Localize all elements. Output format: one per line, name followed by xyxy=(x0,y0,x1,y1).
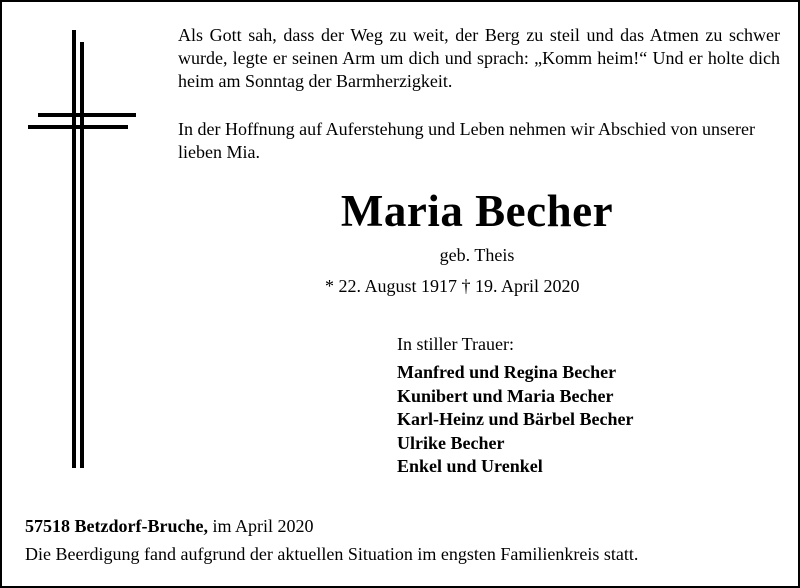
place: 57518 Betzdorf-Bruche, xyxy=(25,516,208,536)
bible-verse xyxy=(178,24,780,93)
mourner-item: Manfred und Regina Becher xyxy=(397,362,617,382)
mourner-item: Ulrike Becher xyxy=(397,432,505,453)
verse-text: Als Gott sah, dass der Weg zu weit, der Berg zu steil und das Atmen zu schwer wurde, legte er seinen Arm um dich und sprach: „Komm heim!“ Und er holte dich heim am Sonntag der Barmherzigkeit. xyxy=(178,25,780,91)
mourner-item: Kunibert und Maria Becher xyxy=(397,385,614,406)
mourner-item: Enkel und Urenkel xyxy=(397,456,543,476)
farewell-text xyxy=(178,118,780,164)
notice-date: im April 2020 xyxy=(212,516,314,536)
mourners-list xyxy=(397,361,633,479)
maiden-name: geb. Theis xyxy=(439,245,515,265)
place-date-line xyxy=(25,515,313,537)
cross-icon xyxy=(2,2,152,482)
deceased-name: Maria Becher xyxy=(340,186,614,236)
mourner-item: Karl-Heinz und Bärbel Becher xyxy=(397,409,634,429)
farewell-paragraph: In der Hoffnung auf Auferstehung und Leben nehmen wir Abschied von unserer lieben Mia. xyxy=(178,119,756,162)
funeral-note: Die Beerdigung fand aufgrund der aktuellen Situation im engsten Familienkreis statt. xyxy=(25,544,639,564)
mourning-label: In stiller Trauer: xyxy=(397,334,514,354)
life-dates: * 22. August 1917 † 19. April 2020 xyxy=(325,276,580,296)
